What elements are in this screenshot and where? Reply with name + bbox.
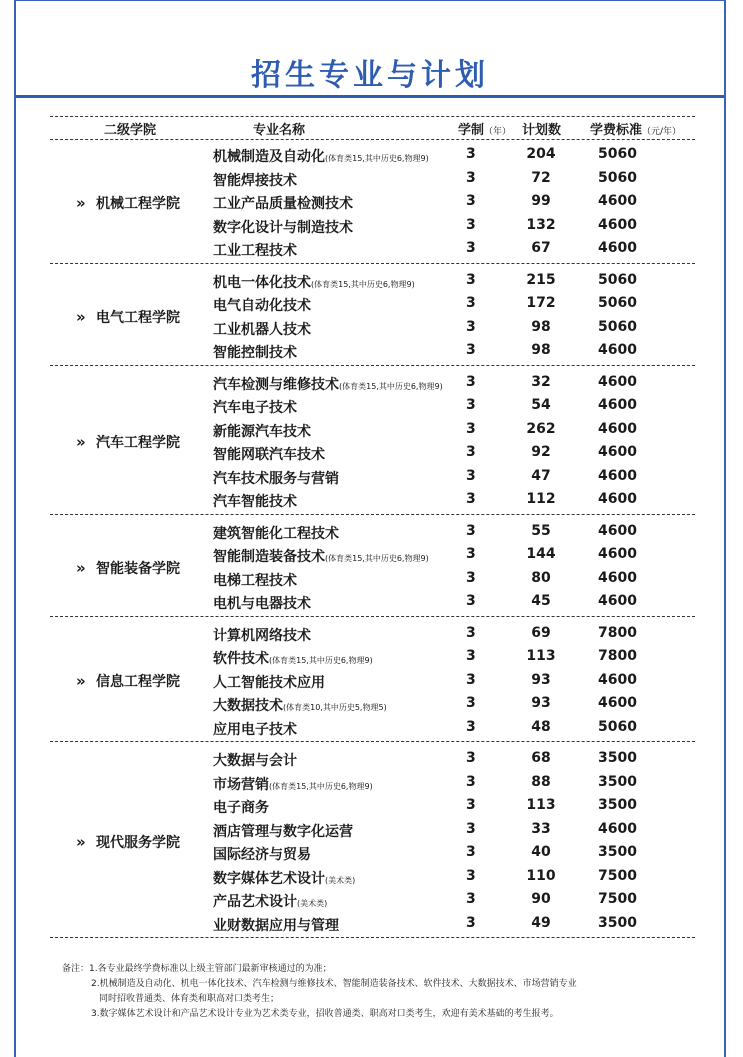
- double-chevron-icon: »: [76, 307, 86, 326]
- major-plan: 93: [531, 695, 551, 711]
- major-name: 计算机网络技术: [213, 627, 311, 644]
- table-row: [0, 340, 743, 363]
- table-row: [0, 270, 743, 293]
- section-divider: [50, 616, 695, 617]
- major-years: 3: [466, 569, 476, 586]
- major-fee: 5060: [598, 146, 637, 162]
- header-college: 二级学院: [104, 123, 157, 138]
- major-years: 3: [466, 844, 476, 860]
- table-row: [0, 466, 743, 489]
- college-name: 智能装备学院: [96, 560, 180, 577]
- major-plan: 172: [526, 295, 556, 311]
- major-fee: 4600: [598, 569, 637, 586]
- table-row: [0, 772, 743, 795]
- major-years: 3: [466, 169, 476, 186]
- major-plan: 49: [531, 914, 551, 931]
- college-label: [76, 307, 216, 327]
- table-row: [0, 717, 743, 740]
- major-years: 3: [466, 318, 476, 335]
- major-name: 机电一体化技术(体育类15,其中历史6,物理9): [213, 274, 415, 291]
- major-name: 工业机器人技术: [213, 321, 311, 338]
- major-name: 大数据技术(体育类10,其中历史5,物理5): [213, 698, 387, 714]
- major-years: 3: [466, 420, 476, 437]
- major-fee: 4600: [598, 373, 637, 390]
- table-row: [0, 168, 743, 191]
- major-years: 3: [466, 240, 476, 256]
- major-name: 智能制造装备技术(体育类15,其中历史6,物理9): [213, 549, 429, 565]
- college-label: [76, 671, 216, 691]
- major-fee: 7500: [598, 891, 637, 907]
- major-note: (体育类15,其中历史6,物理9): [269, 656, 373, 665]
- notes-line-1: 备注：1.各专业最终学费标准以上级主管部门最新审核通过的为准；: [62, 964, 332, 974]
- table-row: [0, 623, 743, 646]
- major-fee: 5060: [598, 169, 637, 186]
- header-plan: 计划数: [522, 123, 562, 138]
- table-row: [0, 889, 743, 912]
- major-years: 3: [466, 648, 476, 664]
- major-plan: 55: [531, 522, 551, 539]
- major-name: 工业工程技术: [213, 243, 297, 259]
- major-years: 3: [466, 750, 476, 766]
- major-plan: 113: [526, 797, 556, 813]
- college-name: 机械工程学院: [96, 195, 180, 212]
- table-row: [0, 395, 743, 418]
- major-years: 3: [466, 671, 476, 688]
- major-plan: 144: [526, 546, 556, 562]
- table-row: [0, 238, 743, 261]
- section-divider: [50, 937, 695, 938]
- major-name: 软件技术(体育类15,其中历史6,物理9): [213, 651, 373, 667]
- major-note: (体育类15,其中历史6,物理9): [269, 781, 373, 791]
- college-label: [76, 558, 216, 578]
- major-plan: 110: [526, 867, 556, 884]
- major-plan: 32: [531, 373, 551, 390]
- major-name: 产品艺术设计(美术类): [213, 894, 328, 910]
- major-name: 市场营销(体育类15,其中历史6,物理9): [213, 776, 373, 793]
- major-plan: 45: [531, 593, 551, 609]
- title-underline: [16, 95, 724, 98]
- major-name: 电子商务: [213, 800, 269, 816]
- double-chevron-icon: »: [76, 672, 86, 691]
- table-row: [0, 795, 743, 818]
- major-fee: 5060: [598, 295, 637, 311]
- major-years: 3: [466, 546, 476, 562]
- section-divider: [50, 514, 695, 515]
- major-name: 电气自动化技术: [213, 298, 311, 314]
- table-row: [0, 693, 743, 716]
- major-years: 3: [466, 914, 476, 931]
- major-name: 工业产品质量检测技术: [213, 196, 353, 212]
- major-plan: 92: [531, 444, 551, 460]
- major-note: (体育类10,其中历史5,物理5): [283, 703, 387, 712]
- table-row: [0, 913, 743, 936]
- double-chevron-icon: »: [76, 558, 86, 577]
- major-name: 新能源汽车技术: [213, 423, 311, 440]
- major-years: 3: [466, 491, 476, 507]
- major-plan: 68: [531, 750, 551, 766]
- major-fee: 7800: [598, 624, 637, 641]
- major-note: (体育类15,其中历史6,物理9): [339, 381, 443, 391]
- major-years: 3: [466, 295, 476, 311]
- major-plan: 88: [531, 773, 551, 790]
- major-plan: 33: [531, 820, 551, 837]
- header-major: 专业名称: [253, 123, 306, 138]
- major-fee: 4600: [598, 671, 637, 688]
- major-name: 大数据与会计: [213, 753, 297, 769]
- major-name: 电梯工程技术: [213, 572, 297, 589]
- major-fee: 4600: [598, 420, 637, 437]
- major-fee: 4600: [598, 593, 637, 609]
- major-name: 电机与电器技术: [213, 596, 311, 612]
- major-plan: 98: [531, 318, 551, 335]
- major-fee: 5060: [598, 271, 637, 288]
- table-row: [0, 215, 743, 238]
- major-years: 3: [466, 342, 476, 358]
- major-name: 汽车智能技术: [213, 494, 297, 510]
- section-divider: [50, 365, 695, 366]
- major-plan: 262: [526, 420, 556, 437]
- major-years: 3: [466, 271, 476, 288]
- major-plan: 69: [531, 624, 551, 641]
- header-top-divider: [50, 116, 695, 117]
- table-row: [0, 591, 743, 614]
- major-years: 3: [466, 718, 476, 735]
- major-fee: 4600: [598, 342, 637, 358]
- major-name: 智能控制技术: [213, 345, 297, 361]
- double-chevron-icon: »: [76, 193, 86, 212]
- college-name: 电气工程学院: [96, 309, 180, 326]
- major-fee: 4600: [598, 444, 637, 460]
- table-row: [0, 748, 743, 771]
- major-years: 3: [466, 373, 476, 390]
- major-name: 智能焊接技术: [213, 172, 297, 189]
- major-name: 国际经济与贸易: [213, 847, 311, 863]
- notes: [62, 962, 712, 1022]
- major-fee: 5060: [598, 318, 637, 335]
- college-label: [76, 193, 216, 213]
- major-plan: 48: [531, 718, 551, 735]
- college-label: [76, 432, 216, 452]
- major-name: 机械制造及自动化(体育类15,其中历史6,物理9): [213, 149, 429, 165]
- major-fee: 3500: [598, 914, 637, 931]
- major-fee: 5060: [598, 718, 637, 735]
- major-name: 业财数据应用与管理: [213, 917, 339, 934]
- college-name: 信息工程学院: [96, 674, 180, 691]
- major-plan: 215: [526, 271, 556, 288]
- major-plan: 113: [526, 648, 556, 664]
- major-years: 3: [466, 522, 476, 539]
- major-name: 建筑智能化工程技术: [213, 525, 339, 542]
- major-years: 3: [466, 193, 476, 209]
- notes-line-2: 2.机械制造及自动化、机电一体化技术、汽车检测与维修技术、智能制造装备技术、软件技术、大数据技术、市场营销专业: [91, 979, 577, 989]
- major-years: 3: [466, 593, 476, 609]
- major-plan: 54: [531, 397, 551, 413]
- college-name: 汽车工程学院: [96, 435, 180, 451]
- major-fee: 7500: [598, 867, 637, 884]
- major-name: 汽车电子技术: [213, 400, 297, 416]
- major-fee: 4600: [598, 216, 637, 233]
- table-row: [0, 521, 743, 544]
- major-fee: 4600: [598, 546, 637, 562]
- major-fee: 3500: [598, 797, 637, 813]
- major-name: 人工智能技术应用: [213, 674, 325, 691]
- major-years: 3: [466, 624, 476, 641]
- major-years: 3: [466, 891, 476, 907]
- major-years: 3: [466, 695, 476, 711]
- major-fee: 4600: [598, 240, 637, 256]
- major-plan: 132: [526, 216, 556, 233]
- major-years: 3: [466, 867, 476, 884]
- major-note: (体育类15,其中历史6,物理9): [325, 554, 429, 563]
- college-label: [76, 832, 216, 852]
- major-note: (美术类): [325, 875, 356, 885]
- header-fee: 学费标准（元/年）: [590, 123, 682, 138]
- major-plan: 72: [531, 169, 551, 186]
- major-years: 3: [466, 820, 476, 837]
- major-name: 数字化设计与制造技术: [213, 219, 353, 236]
- college-name: 现代服务学院: [96, 835, 180, 851]
- major-name: 应用电子技术: [213, 721, 297, 738]
- major-years: 3: [466, 797, 476, 813]
- major-name: 汽车检测与维修技术(体育类15,其中历史6,物理9): [213, 376, 443, 393]
- major-plan: 99: [531, 193, 551, 209]
- section-divider: [50, 263, 695, 264]
- table-row: [0, 372, 743, 395]
- frame-top-border: [14, 0, 725, 1]
- double-chevron-icon: »: [76, 433, 86, 451]
- major-fee: 3500: [598, 750, 637, 766]
- table-row: [0, 144, 743, 167]
- page-title: 招生专业与计划: [251, 58, 489, 93]
- major-note: (美术类): [297, 899, 328, 908]
- major-years: 3: [466, 397, 476, 413]
- major-years: 3: [466, 444, 476, 460]
- major-plan: 98: [531, 342, 551, 358]
- major-fee: 3500: [598, 844, 637, 860]
- major-fee: 4600: [598, 193, 637, 209]
- major-name: 智能网联汽车技术: [213, 447, 325, 463]
- major-plan: 47: [531, 467, 551, 484]
- major-note: (体育类15,其中历史6,物理9): [325, 154, 429, 163]
- major-fee: 4600: [598, 820, 637, 837]
- major-plan: 90: [531, 891, 551, 907]
- major-plan: 40: [531, 844, 551, 860]
- major-fee: 4600: [598, 522, 637, 539]
- major-name: 数字媒体艺术设计(美术类): [213, 870, 356, 887]
- major-fee: 4600: [598, 695, 637, 711]
- header-years: 学制（年）: [458, 123, 512, 138]
- table-row: [0, 866, 743, 889]
- major-fee: 3500: [598, 773, 637, 790]
- major-plan: 80: [531, 569, 551, 586]
- major-fee: 7800: [598, 648, 637, 664]
- notes-line-3: 同时招收普通类、体育类和职高对口类考生；: [99, 994, 280, 1004]
- major-years: 3: [466, 773, 476, 790]
- major-plan: 204: [526, 146, 556, 162]
- major-plan: 67: [531, 240, 551, 256]
- major-fee: 4600: [598, 467, 637, 484]
- major-name: 酒店管理与数字化运营: [213, 823, 353, 840]
- major-years: 3: [466, 146, 476, 162]
- major-fee: 4600: [598, 397, 637, 413]
- notes-line-4: 3.数字媒体艺术设计和产品艺术设计专业为艺术类专业，招收普通类、职高对口类考生，欢迎有美术基础的考生报考。: [91, 1009, 559, 1019]
- major-plan: 93: [531, 671, 551, 688]
- table-row: [0, 489, 743, 512]
- table-row: [0, 646, 743, 669]
- double-chevron-icon: »: [76, 833, 86, 851]
- header-bottom-divider: [50, 139, 695, 140]
- major-note: (体育类15,其中历史6,物理9): [311, 279, 415, 289]
- major-name: 汽车技术服务与营销: [213, 470, 339, 487]
- section-divider: [50, 741, 695, 742]
- major-fee: 4600: [598, 491, 637, 507]
- major-plan: 112: [526, 491, 556, 507]
- major-years: 3: [466, 467, 476, 484]
- major-years: 3: [466, 216, 476, 233]
- notes-label: 备注：: [62, 964, 90, 974]
